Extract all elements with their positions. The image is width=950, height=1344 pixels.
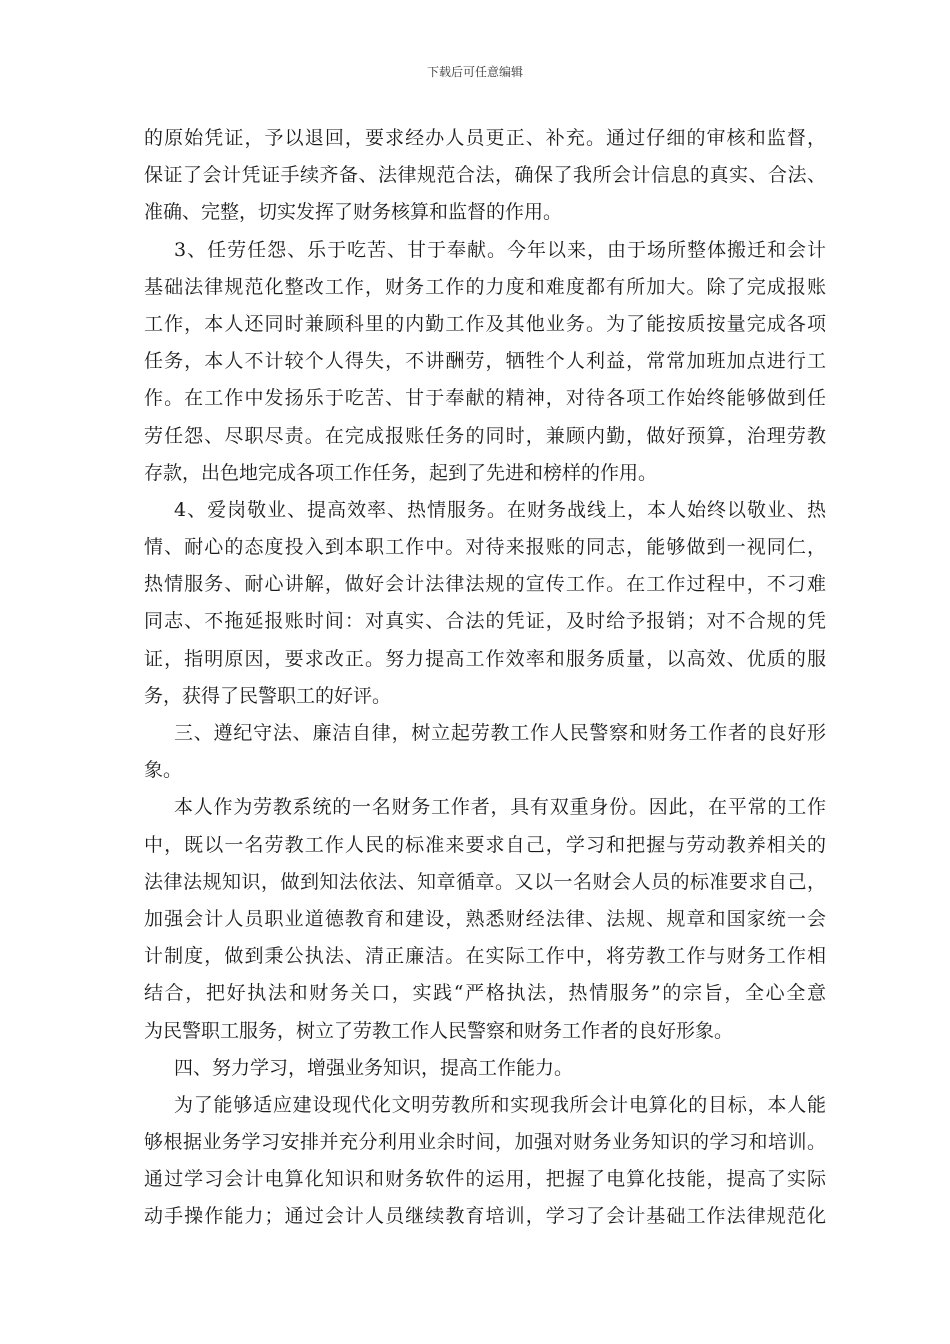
- text-line: 3、任劳任怨、乐于吃苦、甘于奉献。今年以来，由于场所整体搬迁和会计: [174, 238, 826, 261]
- text-line: 加强会计人员职业道德教育和建设，熟悉财经法律、法规、规章和国家统一会: [144, 907, 826, 930]
- document-body: [144, 120, 826, 1236]
- text-line: 通过学习会计电算化知识和财务软件的运用，把握了电算化技能，提高了实际: [144, 1168, 826, 1191]
- text-line: 准确、完整，切实发挥了财务核算和监督的作用。: [144, 201, 563, 224]
- text-line: 中，既以一名劳教工作人民的标准来要求自己，学习和把握与劳动教养相关的: [144, 833, 826, 856]
- text-line: 证，指明原因，要求改正。努力提高工作效率和服务质量，以高效、优质的服: [144, 647, 826, 670]
- text-line: 同志、不拖延报账时间：对真实、合法的凭证，及时给予报销；对不合规的凭: [144, 610, 826, 633]
- text-line: 保证了会计凭证手续齐备、法律规范合法，确保了我所会计信息的真实、合法、: [144, 164, 826, 187]
- text-line: 够根据业务学习安排并充分利用业余时间，加强对财务业务知识的学习和培训。: [144, 1131, 826, 1154]
- text-line: 务，获得了民警职工的好评。: [144, 684, 392, 707]
- text-line: 存款，出色地完成各项工作任务，起到了先进和榜样的作用。: [144, 461, 658, 484]
- section-heading: 三、遵纪守法、廉洁自律，树立起劳教工作人民警察和财务工作者的良好形: [174, 722, 826, 744]
- page-header: 下载后可任意编辑: [426, 65, 523, 79]
- text-line: 工作，本人还同时兼顾科里的内勤工作及其他业务。为了能按质按量完成各项: [144, 312, 826, 335]
- text-line: 基础法律规范化整改工作，财务工作的力度和难度都有所加大。除了完成报账: [144, 275, 826, 298]
- text-line: 的原始凭证，予以退回，要求经办人员更正、补充。通过仔细的审核和监督，: [144, 127, 826, 149]
- text-line: 结合，把好执法和财务关口，实践“严格执法，热情服务”的宗旨，全心全意: [144, 982, 826, 1005]
- text-line: 法律法规知识，做到知法依法、知章循章。又以一名财会人员的标准要求自己，: [144, 870, 826, 893]
- text-line: 本人作为劳教系统的一名财务工作者，具有双重身份。因此，在平常的工作: [174, 796, 826, 819]
- text-line: 4、爱岗敬业、提高效率、热情服务。在财务战线上，本人始终以敬业、热: [174, 498, 826, 521]
- text-line: 劳任怨、尽职尽责。在完成报账任务的同时，兼顾内勤，做好预算，治理劳教: [144, 424, 826, 447]
- text-line: 热情服务、耐心讲解，做好会计法律法规的宣传工作。在工作过程中，不刁难: [144, 573, 826, 596]
- section-heading: 四、努力学习，增强业务知识，提高工作能力。: [174, 1056, 574, 1079]
- text-line: 动手操作能力；通过会计人员继续教育培训，学习了会计基础工作法律规范化: [144, 1205, 826, 1228]
- text-line: 作。在工作中发扬乐于吃苦、甘于奉献的精神，对待各项工作始终能够做到任: [144, 387, 826, 410]
- text-line: 为民警职工服务，树立了劳教工作人民警察和财务工作者的良好形象。: [144, 1019, 734, 1042]
- text-line: 情、耐心的态度投入到本职工作中。对待来报账的同志，能够做到一视同仁，: [144, 536, 826, 559]
- text-line: 任务，本人不计较个人得失，不讲酬劳，牺牲个人利益，常常加班加点进行工: [144, 350, 826, 373]
- section-heading: 象。: [144, 759, 183, 782]
- text-line: 为了能够适应建设现代化文明劳教所和实现我所会计电算化的目标，本人能: [174, 1093, 826, 1116]
- text-line: 计制度，做到秉公执法、清正廉洁。在实际工作中，将劳教工作与财务工作相: [144, 945, 826, 968]
